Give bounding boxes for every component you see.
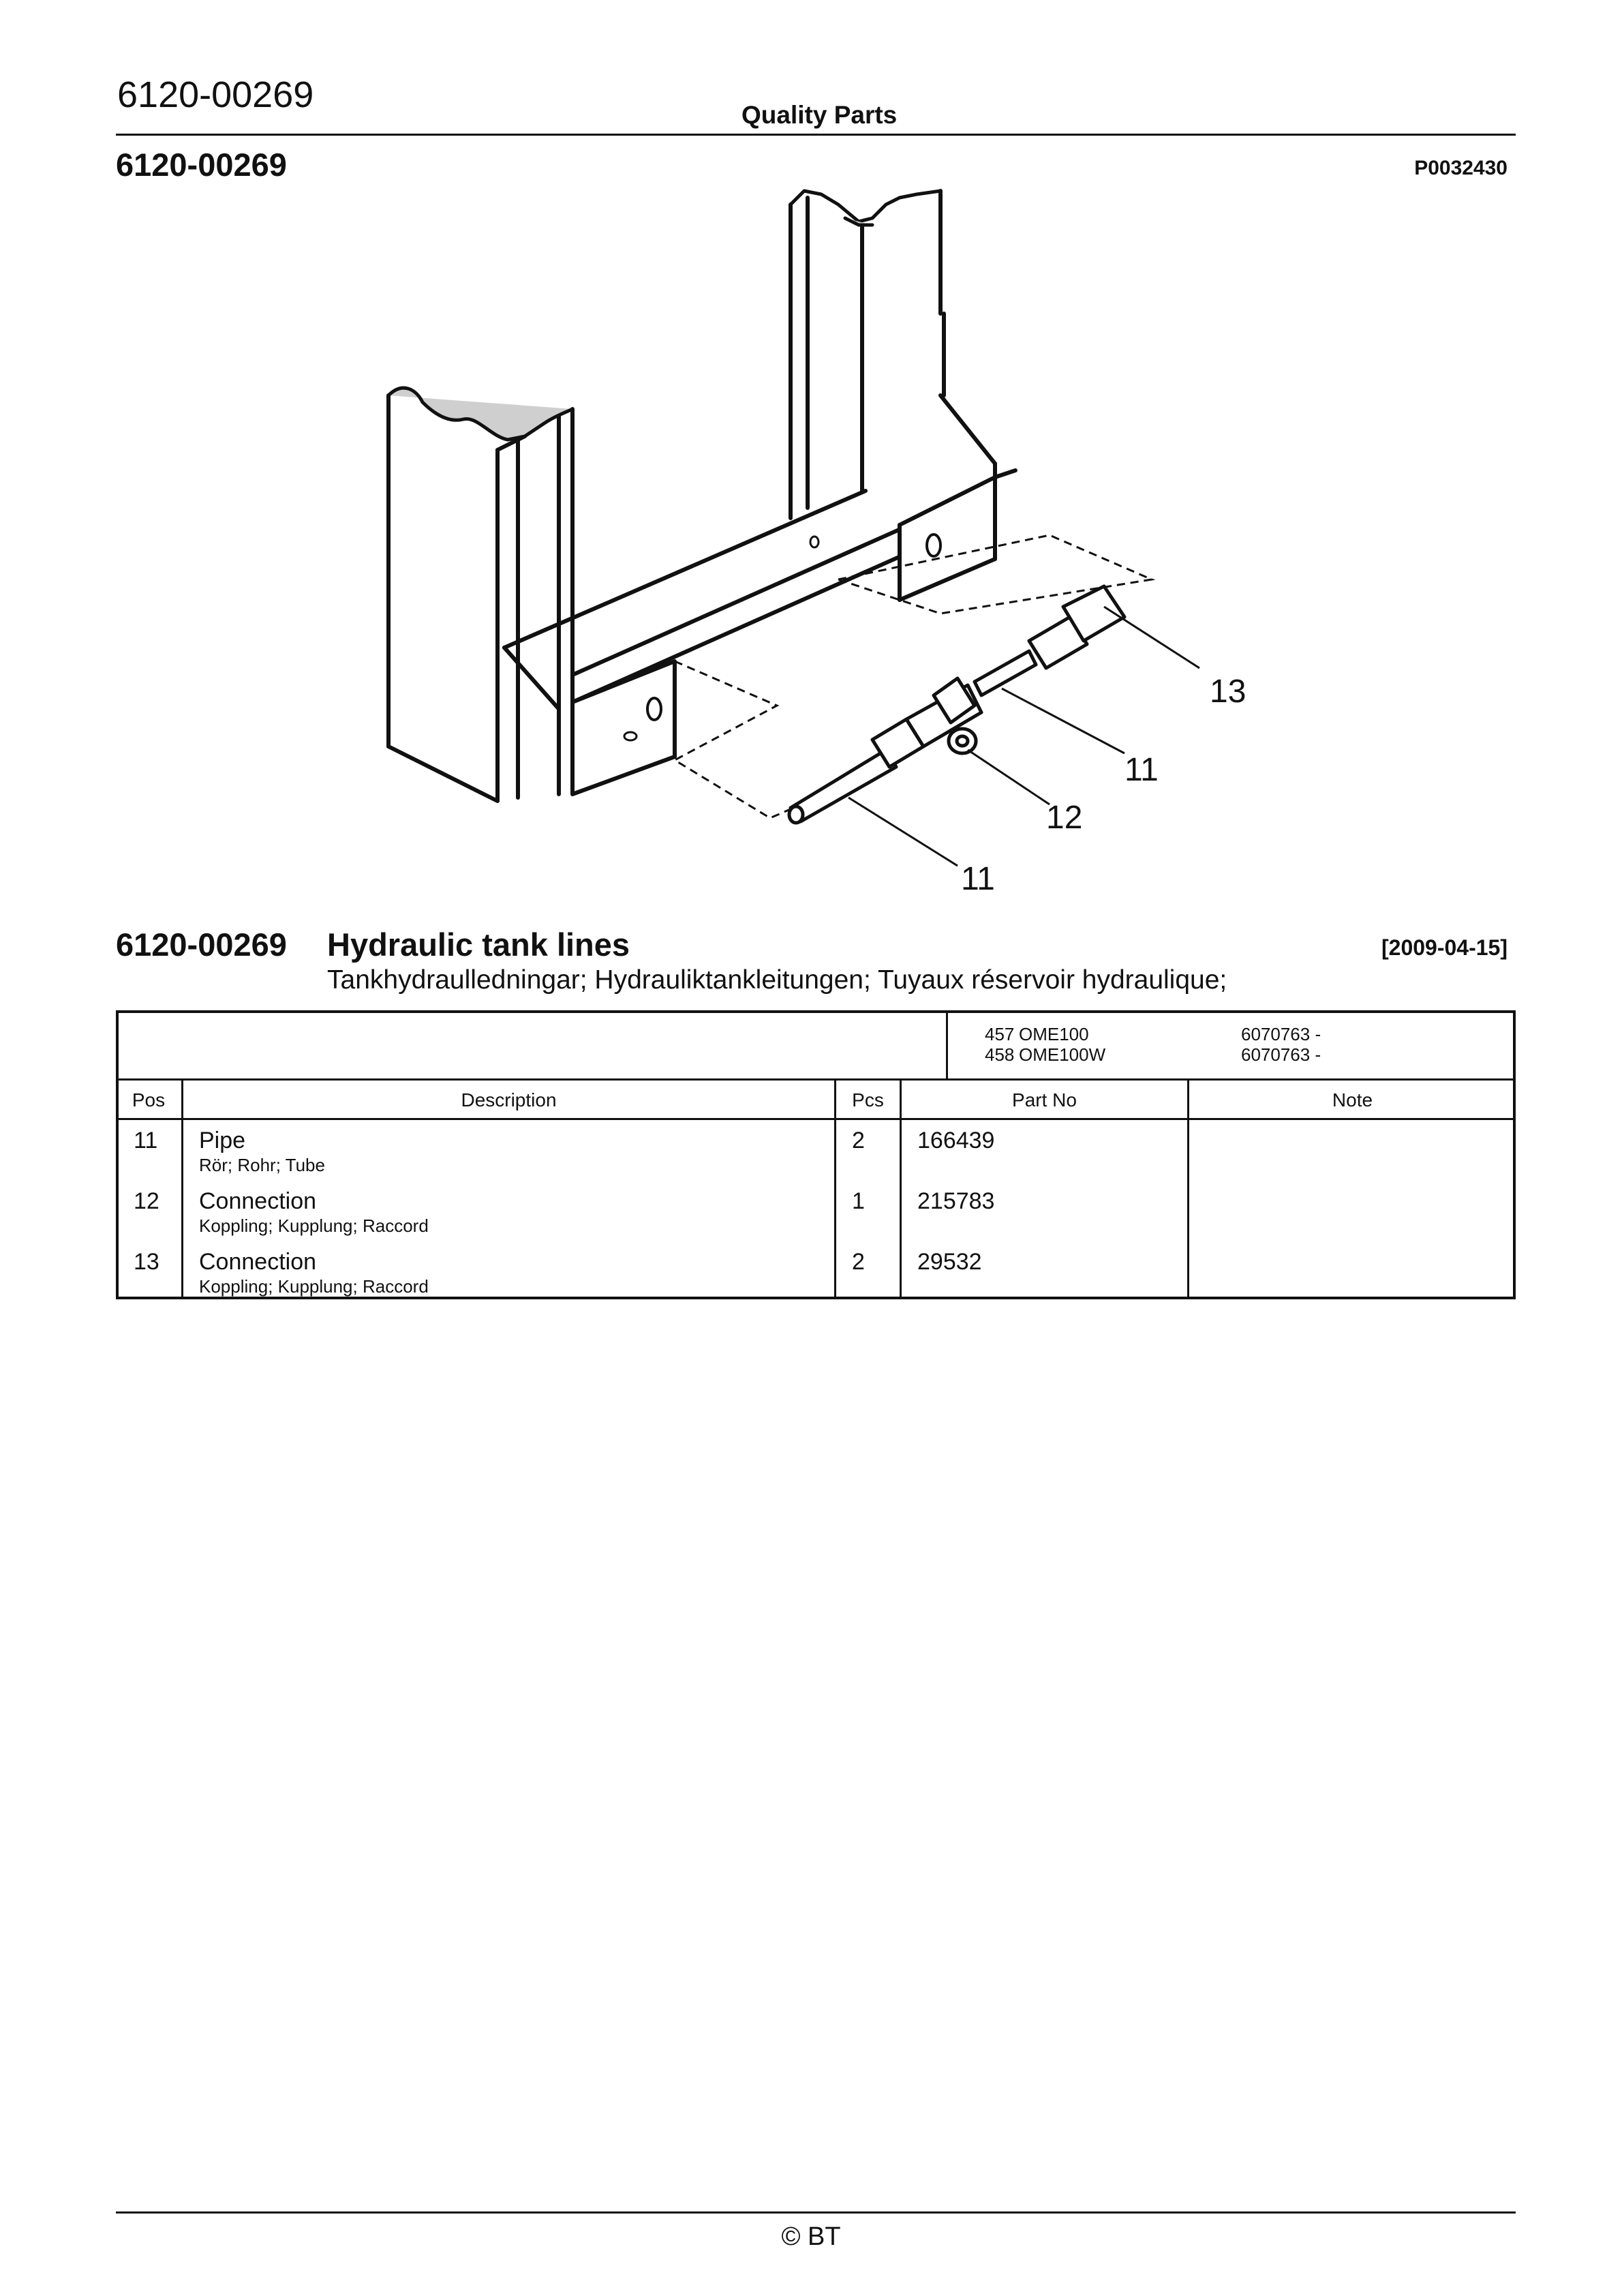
- table-divider: [116, 1078, 1516, 1081]
- column-header-pcs: Pcs: [852, 1089, 884, 1111]
- row-pos: 12: [134, 1188, 159, 1214]
- model-name: OME100: [1019, 1024, 1089, 1044]
- model-list: [946, 1010, 1516, 1078]
- model-name: OME100W: [1019, 1044, 1106, 1065]
- row-pcs: 2: [852, 1249, 865, 1275]
- exploded-view-illustration: [368, 177, 1254, 900]
- row-description: Connection: [199, 1249, 317, 1275]
- model-serial: 6070763 -: [1241, 1044, 1321, 1065]
- row-description: Connection: [199, 1188, 317, 1214]
- column-header-note: Note: [1332, 1089, 1373, 1111]
- section-translations: Tankhydraulledningar; Hydrauliktankleitungen; Tuyaux réservoir hydraulique;: [327, 965, 1227, 995]
- column-divider: [181, 1078, 183, 1299]
- illustration-code: P0032430: [1414, 157, 1508, 179]
- column-header-description: Description: [461, 1089, 557, 1111]
- row-pos: 11: [134, 1128, 158, 1153]
- section-number: 6120-00269: [116, 926, 287, 963]
- row-part-no: 215783: [917, 1188, 995, 1214]
- document-number-bold: 6120-00269: [116, 147, 287, 183]
- section-date: [2009-04-15]: [1381, 935, 1508, 960]
- footer-copyright: © BT: [781, 2222, 841, 2251]
- model-serial: 6070763 -: [1241, 1024, 1321, 1044]
- row-part-no: 29532: [917, 1249, 982, 1275]
- callout-label: 11: [1124, 752, 1159, 788]
- header-divider: [116, 134, 1516, 136]
- document-number: 6120-00269: [117, 74, 314, 115]
- column-header-part-no: Part No: [1012, 1089, 1077, 1111]
- section-title: Hydraulic tank lines: [327, 926, 630, 963]
- callout-label: 12: [1046, 800, 1083, 836]
- callout-label: 11: [961, 861, 995, 897]
- column-divider: [834, 1078, 836, 1299]
- column-divider: [900, 1078, 902, 1299]
- row-description: Pipe: [199, 1128, 246, 1153]
- row-translations: Rör; Rohr; Tube: [199, 1155, 325, 1175]
- row-pcs: 2: [852, 1128, 865, 1153]
- column-header-pos: Pos: [132, 1089, 166, 1111]
- table-divider: [116, 1118, 1516, 1120]
- row-pos: 13: [134, 1249, 159, 1275]
- model-code: 457: [985, 1024, 1015, 1044]
- header-title: Quality Parts: [741, 101, 898, 129]
- column-divider: [1187, 1078, 1189, 1299]
- callout-label: 13: [1210, 674, 1246, 710]
- row-translations: Koppling; Kupplung; Raccord: [199, 1215, 429, 1236]
- row-translations: Koppling; Kupplung; Raccord: [199, 1276, 429, 1297]
- row-pcs: 1: [852, 1188, 865, 1214]
- row-part-no: 166439: [917, 1128, 995, 1153]
- footer-divider: [116, 2211, 1516, 2214]
- model-code: 458: [985, 1044, 1015, 1065]
